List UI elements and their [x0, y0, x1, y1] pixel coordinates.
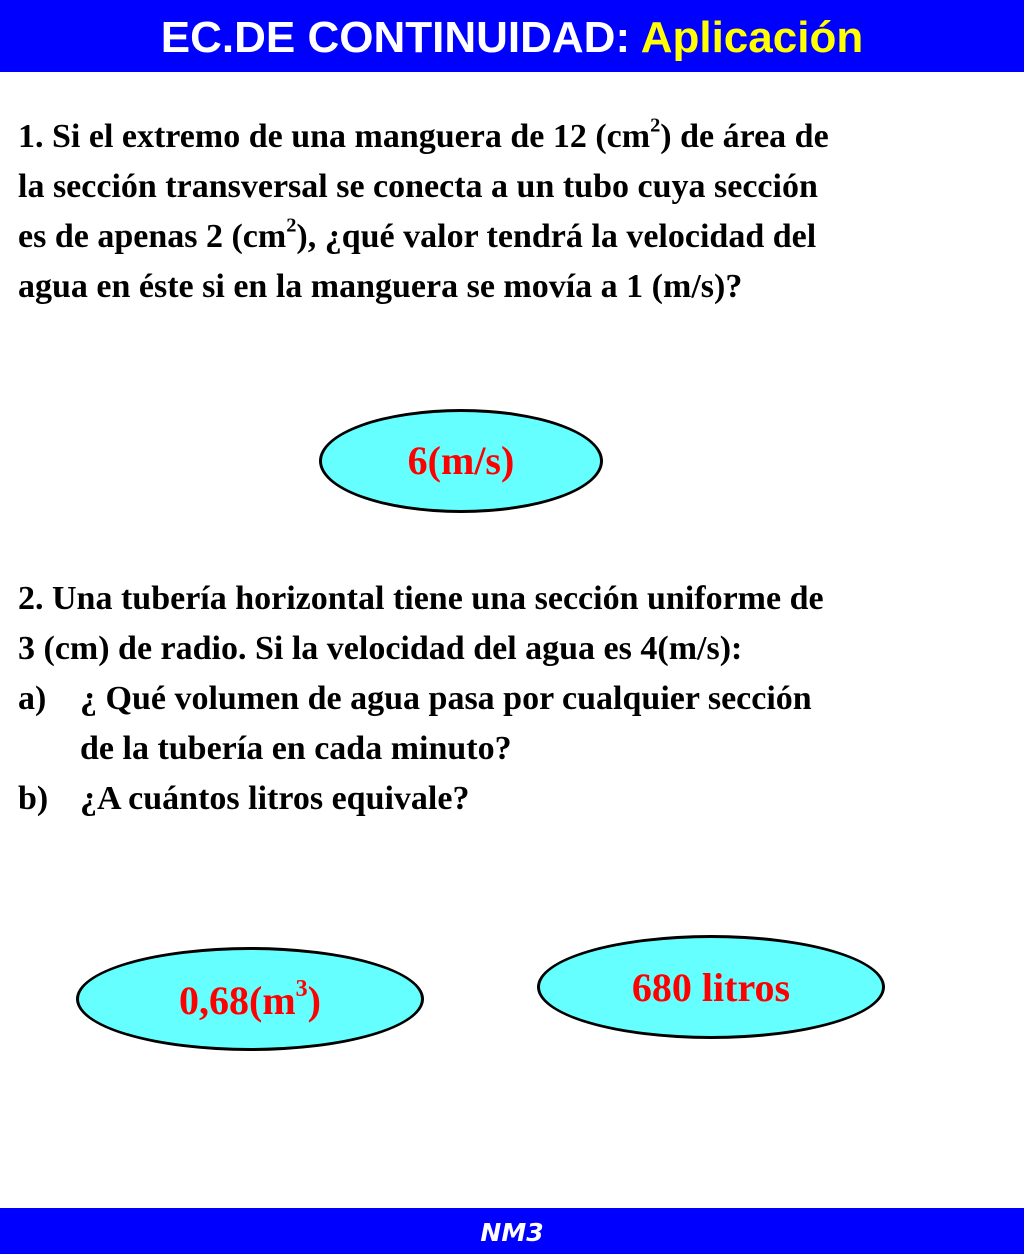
problem1-line1 [18, 112, 829, 162]
item-b-line1: ¿A cuántos litros equivale? [80, 780, 470, 817]
superscript: 2 [286, 214, 297, 237]
answer2b-text: 680 litros [631, 965, 791, 1010]
item-b-marker: b) [18, 780, 49, 817]
problem2-line1: 2. Una tubería horizontal tiene una sección uniforme de [18, 580, 824, 617]
item-a-marker: a) [18, 680, 47, 717]
page-title [0, 0, 1024, 72]
problem2-line2: 3 (cm) de radio. Si la velocidad del agua es 4(m/s): [18, 630, 743, 667]
superscript: 2 [650, 114, 661, 137]
problem1-line1-text: 1. Si el extremo de una manguera de 12 (cm [18, 118, 651, 155]
problem1-line3-text-end: ), ¿qué valor tendrá la velocidad del [296, 218, 817, 255]
problem1-line4: agua en éste si en la manguera se movía a 1 (m/s)? [18, 268, 743, 305]
item-a-line2: de la tubería en cada minuto? [80, 730, 512, 767]
title-main: EC.DE CONTINUIDAD: [160, 13, 631, 62]
title-accent: Aplicación [640, 13, 864, 62]
problem1-line2: la sección transversal se conecta a un tubo cuya sección [18, 168, 818, 205]
problem1-line3-text: es de apenas 2 (cm [18, 218, 287, 255]
answer2a-text-pre: 0,68(m [179, 978, 296, 1023]
problem1-line1-text-end: ) de área de [660, 118, 829, 155]
answer1-text: 6(m/s) [407, 438, 515, 483]
footer-label: NM3 [480, 1218, 544, 1247]
superscript: 3 [295, 976, 308, 1002]
answer2a-text [76, 976, 424, 1026]
problem1-line3 [18, 212, 816, 262]
item-a-line1: ¿ Qué volumen de agua pasa por cualquier sección [80, 680, 812, 717]
answer2a-text-post: ) [307, 978, 321, 1023]
